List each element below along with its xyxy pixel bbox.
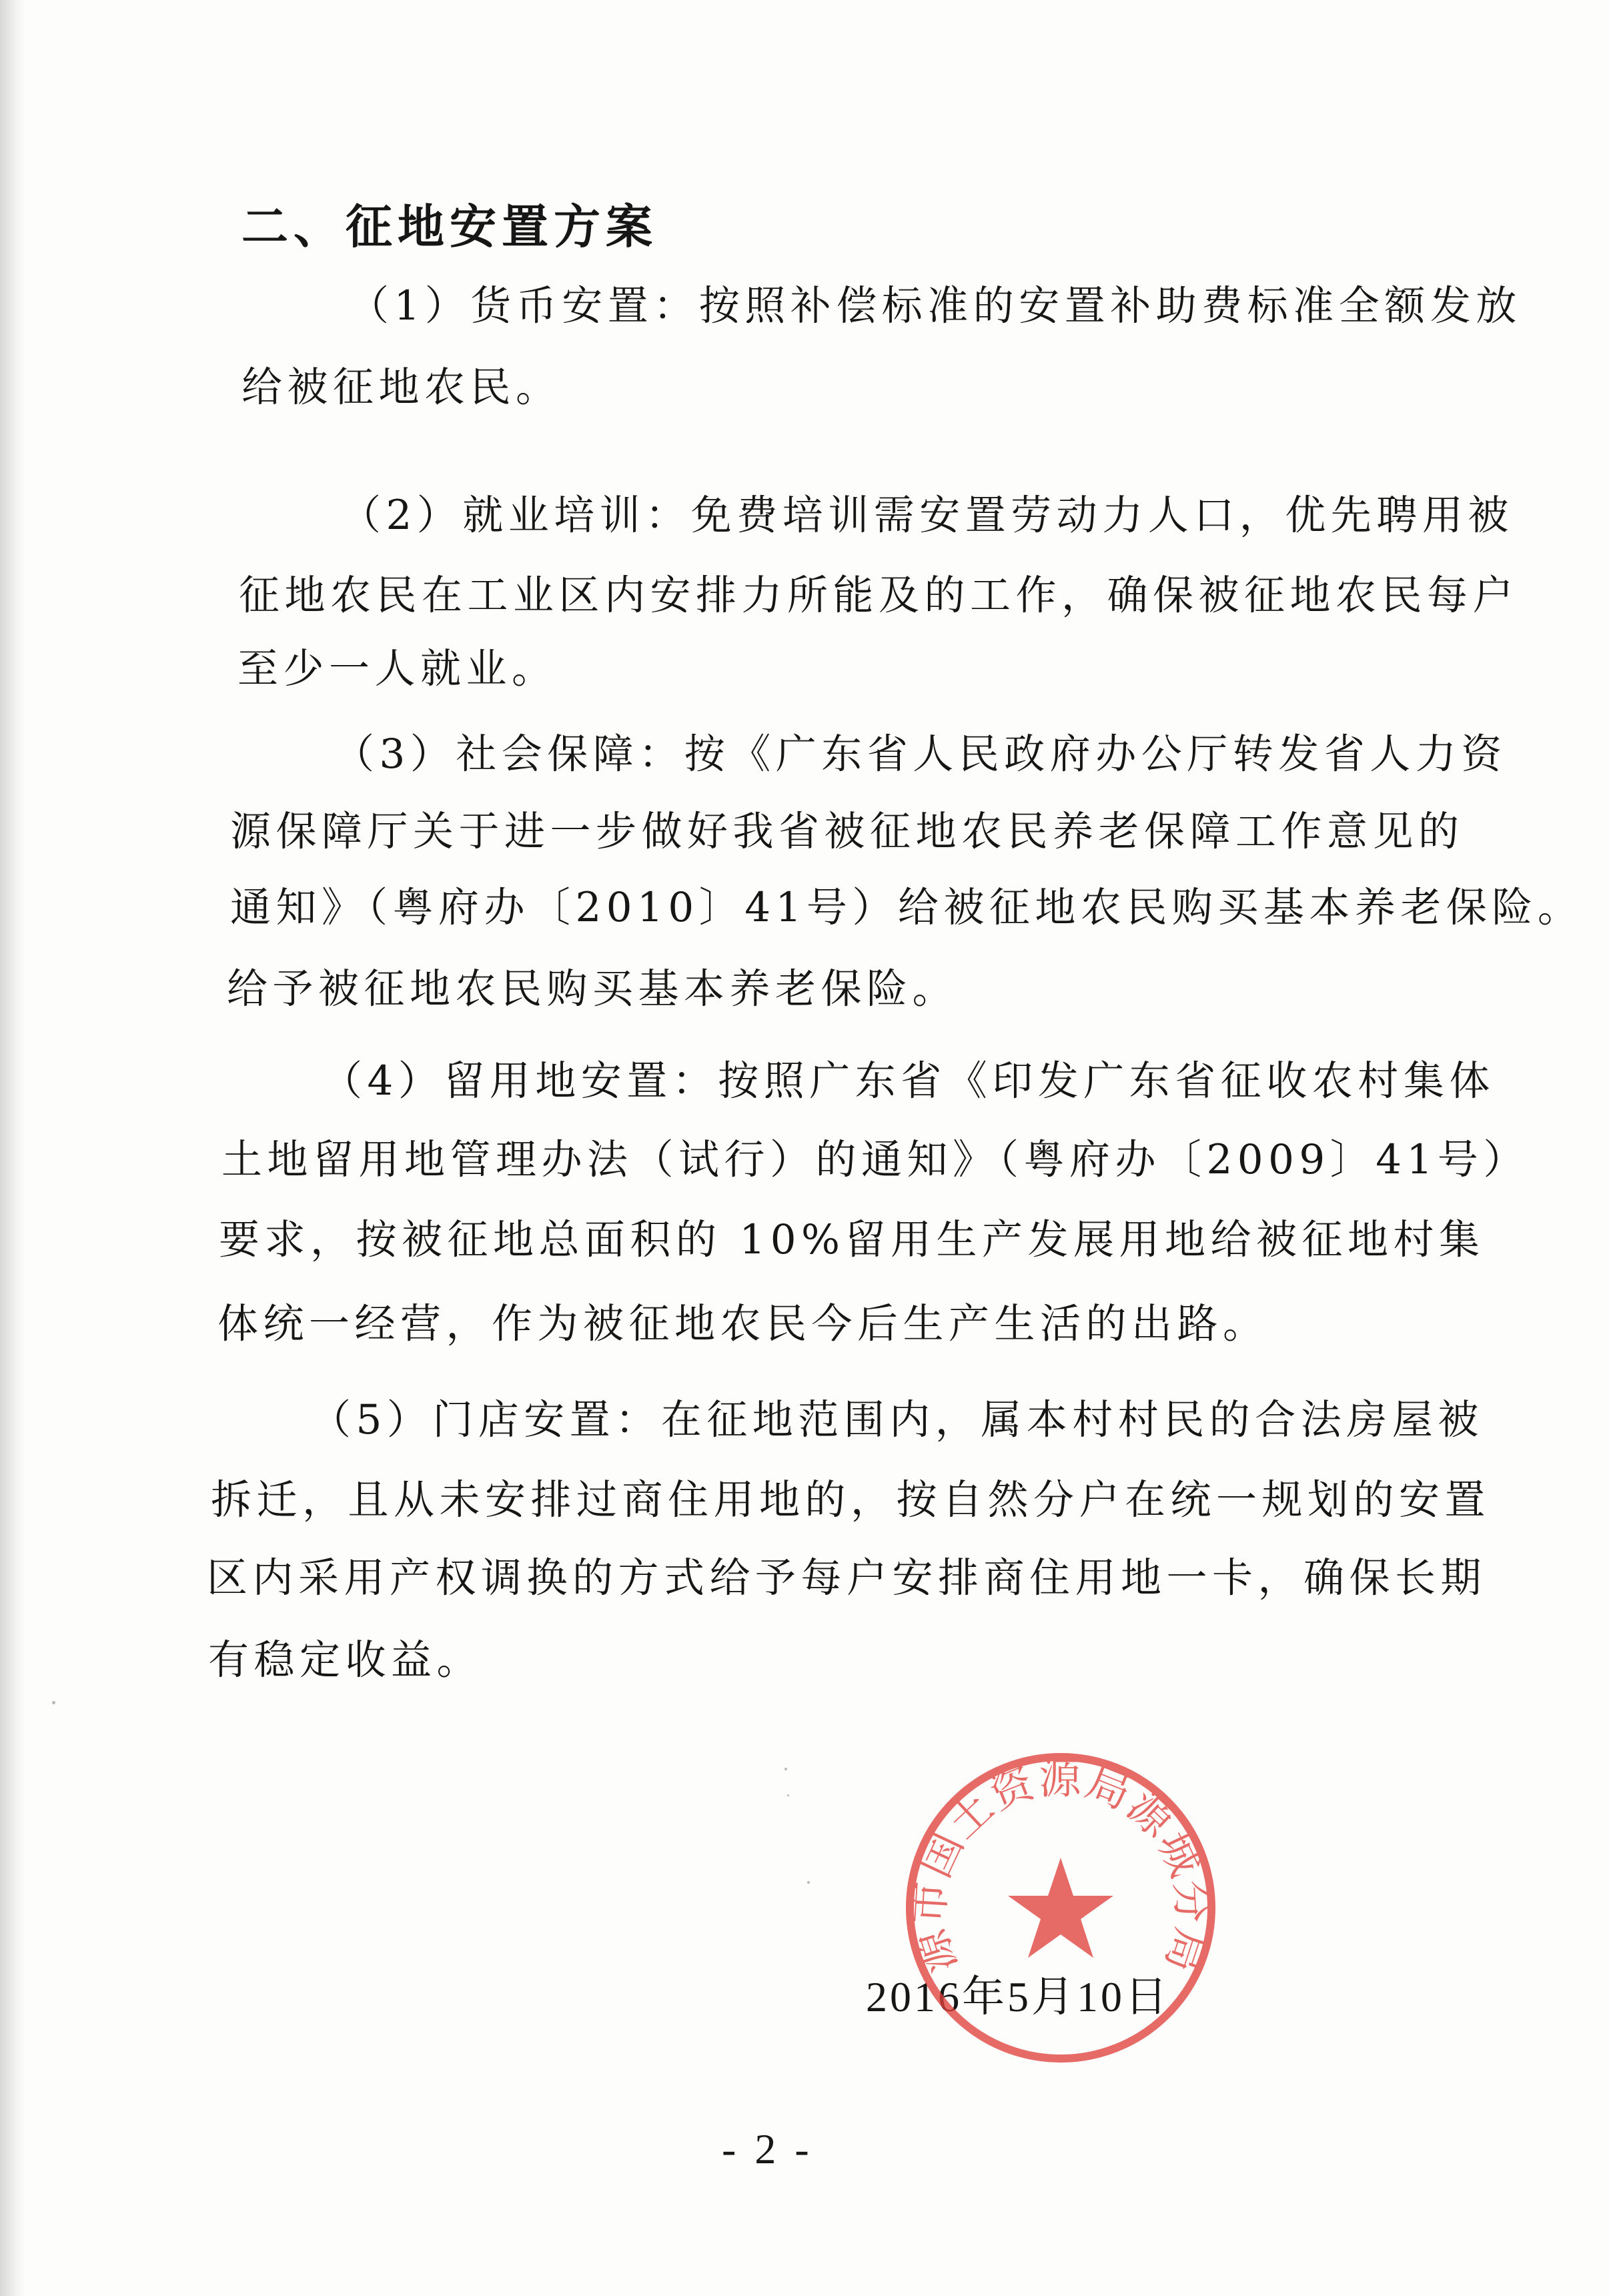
paragraph-line: 要求，按被征地总面积的 10%留用生产发展用地给被征地村集 <box>219 1216 1485 1263</box>
scan-speck <box>52 1701 55 1704</box>
paragraph-line: 给被征地农民。 <box>241 364 562 411</box>
seal-text: 源市国土资源局源城分局 <box>904 1754 1217 1980</box>
paragraph-line: （5）门店安置：在征地范围内，属本村村民的合法房屋被 <box>310 1396 1484 1444</box>
scan-speck <box>807 1881 810 1884</box>
page-number: - 2 - <box>722 2125 813 2173</box>
paragraph-line: 给予被征地农民购买基本养老保险。 <box>227 965 959 1013</box>
paragraph-line: （2）就业培训：免费培训需安置劳动力人口，优先聘用被 <box>340 492 1514 539</box>
signature-date: 2016年5月10日 <box>866 1973 1170 2021</box>
paragraph-line: 源保障厅关于进一步做好我省被征地农民养老保障工作意见的 <box>230 808 1464 855</box>
paragraph-line: 征地农民在工业区内安排力所能及的工作，确保被征地农民每户 <box>239 572 1519 619</box>
official-seal <box>901 1748 1221 2068</box>
paragraph-line: 体统一经营，作为被征地农民今后生产生活的出路。 <box>217 1300 1269 1347</box>
paragraph-line: （4）留用地安置：按照广东省《印发广东省征收农村集体 <box>322 1057 1495 1105</box>
paragraph-line: 至少一人就业。 <box>237 645 558 692</box>
scan-speck <box>784 1768 787 1770</box>
section-heading: 二、征地安置方案 <box>241 199 658 254</box>
paragraph-line: 有稳定收益。 <box>208 1636 483 1684</box>
paragraph-line: （3）社会保障：按《广东省人民政府办公厅转发省人力资 <box>334 730 1507 778</box>
scan-edge-shadow <box>0 0 25 2296</box>
paragraph-line: 区内采用产权调换的方式给予每户安排商住用地一卡，确保长期 <box>207 1554 1487 1602</box>
paragraph-line: 拆迁，且从未安排过商住用地的，按自然分户在统一规划的安置 <box>211 1476 1491 1524</box>
paragraph-line: 通知》（粤府办〔2010〕41号）给被征地农民购买基本养老保险。 <box>230 884 1584 931</box>
paragraph-line: （1）货币安置：按照补偿标准的安置补助费标准全额发放 <box>348 282 1522 330</box>
star-icon <box>1008 1858 1113 1958</box>
scan-speck <box>787 1794 789 1796</box>
paragraph-line: 土地留用地管理办法（试行）的通知》（粤府办〔2009〕41号） <box>221 1136 1529 1183</box>
